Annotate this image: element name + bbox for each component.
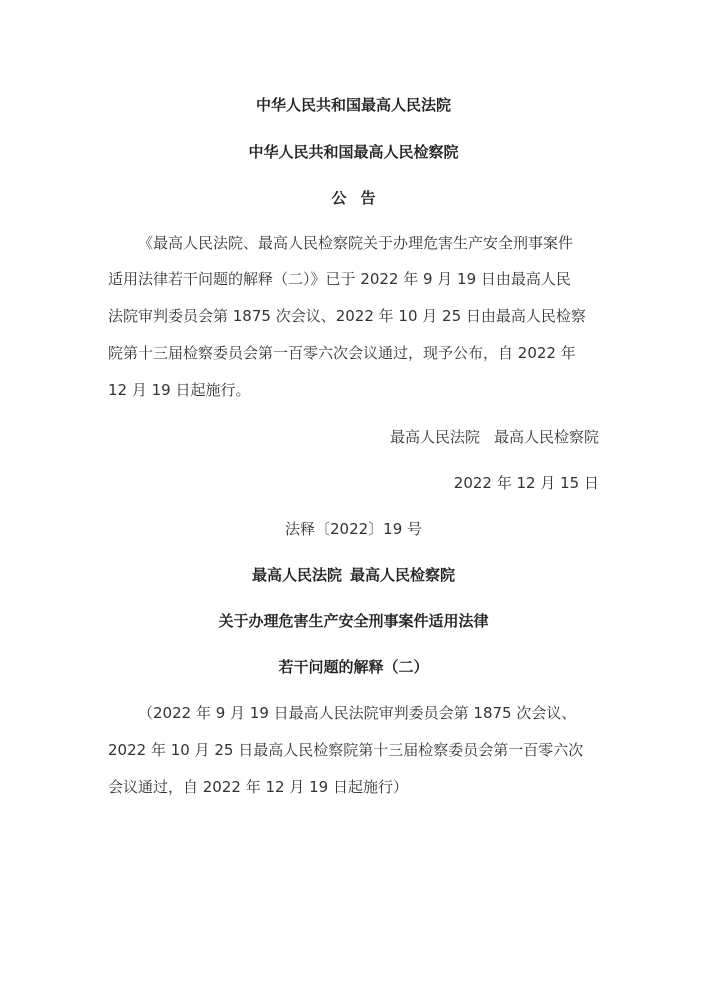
court-heading: 中华人民共和国最高人民法院 bbox=[255, 96, 451, 114]
issuer-court: 最高人民法院 bbox=[251, 566, 342, 584]
interpretation-note-line: （2022 年 9 月 19 日最高人民法院审判委员会第 1875 次会议、 bbox=[138, 704, 577, 722]
signature-procuratorate: 最高人民检察院 bbox=[493, 428, 599, 446]
signature-date: 2022 年 12 月 15 日 bbox=[453, 474, 599, 492]
interpretation-note-line: 会议通过，自 2022 年 12 月 19 日起施行） bbox=[108, 778, 408, 796]
interpretation-issuers bbox=[0, 565, 707, 585]
announcement-body-line: 院第十三届检察委员会第一百零六次会议通过，现予公布，自 2022 年 bbox=[108, 344, 576, 362]
announcement-heading bbox=[0, 188, 707, 208]
document-number: 法释〔2022〕19 号 bbox=[284, 520, 423, 538]
signature-issuers bbox=[390, 427, 599, 447]
signature-court: 最高人民法院 bbox=[389, 428, 480, 446]
announcement-body-line: 法院审判委员会第 1875 次会议、2022 年 10 月 25 日由最高人民检察 bbox=[108, 307, 586, 325]
interpretation-title-line1: 关于办理危害生产安全刑事案件适用法律 bbox=[218, 612, 489, 630]
announcement-char-1: 公 bbox=[331, 189, 347, 207]
announcement-body-line: 《最高人民法院、最高人民检察院关于办理危害生产安全刑事案件 bbox=[138, 234, 574, 252]
interpretation-note-line: 2022 年 10 月 25 日最高人民检察院第十三届检察委员会第一百零六次 bbox=[108, 741, 584, 759]
announcement-char-2: 告 bbox=[360, 189, 376, 207]
issuer-procuratorate: 最高人民检察院 bbox=[350, 566, 456, 584]
announcement-body-line: 适用法律若干问题的解释（二）》已于 2022 年 9 月 19 日由最高人民 bbox=[108, 270, 571, 288]
announcement-body-line: 12 月 19 日起施行。 bbox=[108, 381, 251, 399]
procuratorate-heading: 中华人民共和国最高人民检察院 bbox=[248, 143, 459, 161]
interpretation-title-line2: 若干问题的解释（二） bbox=[278, 658, 429, 676]
